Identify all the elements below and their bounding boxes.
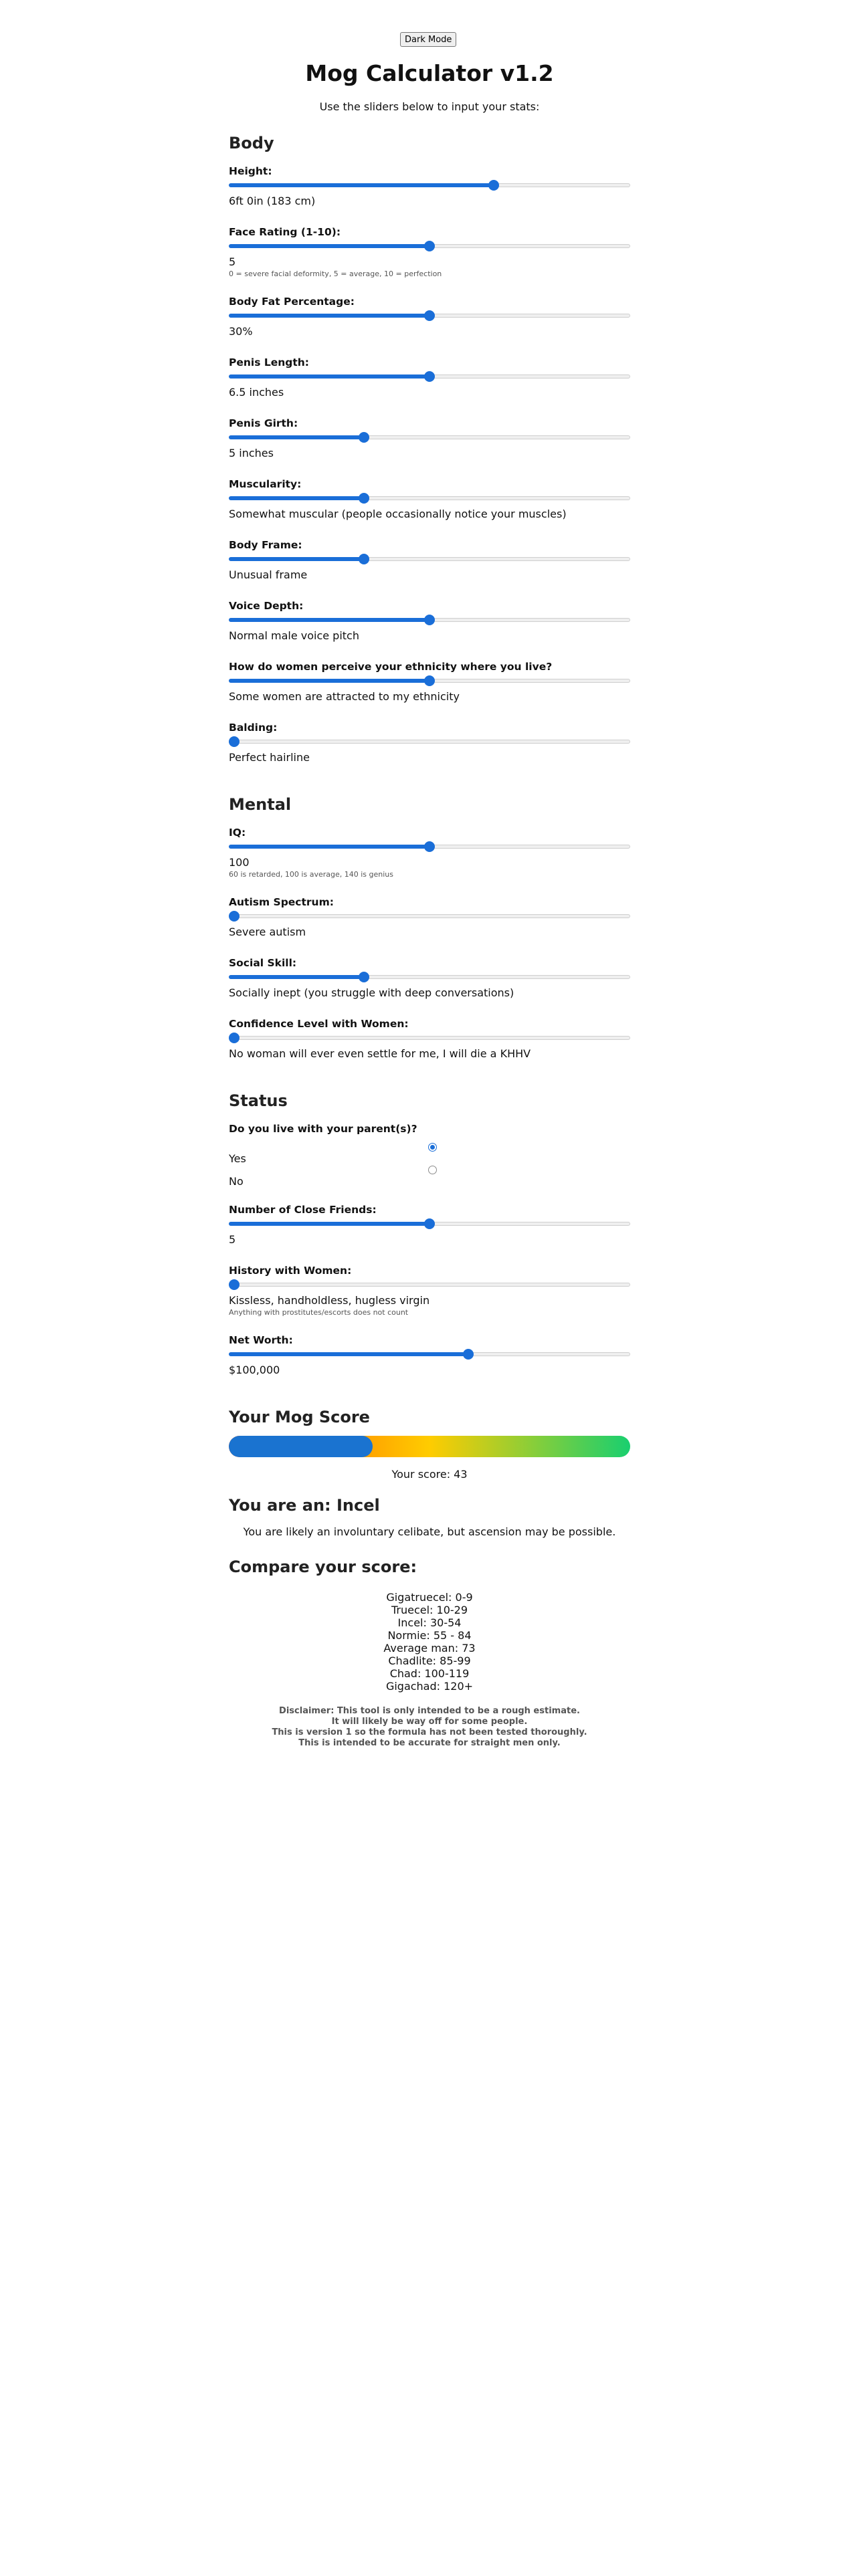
number-of-close-friends-label: Number of Close Friends: <box>229 1204 377 1216</box>
section-title-body: Body <box>229 134 274 152</box>
intro-text: Use the sliders below to input your stats: <box>319 100 540 113</box>
how-do-women-perceive-your-ethnicity-where-you-live-value: Some women are attracted to my ethnicity <box>229 690 460 703</box>
slider-thumb[interactable] <box>463 1349 474 1360</box>
disclaimer-line: This is intended to be accurate for straight men only. <box>298 1738 561 1748</box>
balding-slider[interactable] <box>229 735 630 748</box>
slider-track <box>229 1036 630 1040</box>
radio-no[interactable] <box>428 1166 437 1174</box>
confidence-level-with-women-slider[interactable] <box>229 1031 630 1045</box>
field-voice-depth <box>229 599 630 657</box>
field-net-worth <box>229 1333 630 1392</box>
field-height <box>229 164 630 223</box>
muscularity-value: Somewhat muscular (people occasionally notice your muscles) <box>229 508 567 520</box>
slider-fill <box>229 679 430 683</box>
dark-mode-button[interactable]: Dark Mode <box>400 32 456 47</box>
slider-fill <box>229 845 430 849</box>
slider-fill <box>229 314 430 318</box>
slider-fill <box>229 618 430 622</box>
balding-value: Perfect hairline <box>229 751 310 764</box>
slider-fill <box>229 1222 430 1226</box>
compare-item: Normie: 55 - 84 <box>387 1629 472 1642</box>
voice-depth-label: Voice Depth: <box>229 600 304 612</box>
slider-thumb[interactable] <box>229 1033 240 1043</box>
disclaimer-line: Disclaimer: This tool is only intended to be a rough estimate. <box>279 1706 580 1716</box>
compare-title: Compare your score: <box>229 1558 417 1576</box>
body-frame-value: Unusual frame <box>229 568 308 581</box>
compare-item: Truecel: 10-29 <box>391 1604 468 1616</box>
slider-track <box>229 1283 630 1287</box>
slider-fill <box>229 496 363 500</box>
muscularity-label: Muscularity: <box>229 478 302 490</box>
field-penis-length <box>229 355 630 414</box>
body-frame-label: Body Frame: <box>229 539 302 551</box>
social-skill-slider[interactable] <box>229 970 630 984</box>
how-do-women-perceive-your-ethnicity-where-you-live-slider[interactable] <box>229 674 630 687</box>
compare-item: Gigachad: 120+ <box>385 1680 474 1693</box>
slider-thumb[interactable] <box>424 615 435 625</box>
slider-thumb[interactable] <box>424 675 435 686</box>
height-label: Height: <box>229 165 272 177</box>
number-of-close-friends-slider[interactable] <box>229 1217 630 1230</box>
slider-track <box>229 914 630 918</box>
body-fat-percentage-value: 30% <box>229 325 253 338</box>
penis-girth-slider[interactable] <box>229 431 630 444</box>
field-balding <box>229 720 630 779</box>
parents-question-label: Do you live with your parent(s)? <box>229 1123 417 1135</box>
result-description: You are likely an involuntary celibate, but ascension may be possible. <box>243 1525 616 1538</box>
face-rating-1-10-label: Face Rating (1-10): <box>229 226 341 238</box>
history-with-women-label: History with Women: <box>229 1265 352 1277</box>
result-title: You are an: Incel <box>229 1496 380 1515</box>
penis-length-value: 6.5 inches <box>229 386 284 399</box>
compare-item: Incel: 30-54 <box>397 1616 462 1629</box>
penis-girth-value: 5 inches <box>229 447 274 459</box>
slider-thumb[interactable] <box>424 1218 435 1229</box>
slider-thumb[interactable] <box>424 371 435 382</box>
history-with-women-note: Anything with prostitutes/escorts does not count <box>229 1308 409 1317</box>
field-history-with-women <box>229 1263 630 1331</box>
history-with-women-value: Kissless, handholdless, hugless virgin <box>229 1294 430 1307</box>
field-body-fat-percentage <box>229 294 630 353</box>
radio-option-no[interactable] <box>229 1166 630 1188</box>
height-slider[interactable] <box>229 179 630 192</box>
slider-fill <box>229 244 430 248</box>
disclaimer <box>229 1706 630 1749</box>
field-muscularity <box>229 477 630 536</box>
parents-radio-group <box>229 1121 630 1200</box>
body-frame-slider[interactable] <box>229 552 630 566</box>
social-skill-label: Social Skill: <box>229 957 297 969</box>
section-title-mental: Mental <box>229 795 292 814</box>
iq-label: IQ: <box>229 827 246 839</box>
iq-value: 100 <box>229 856 250 869</box>
muscularity-slider[interactable] <box>229 492 630 505</box>
net-worth-value: $100,000 <box>229 1364 280 1376</box>
section-title-status: Status <box>229 1091 288 1110</box>
field-face-rating-1-10 <box>229 225 630 292</box>
slider-thumb[interactable] <box>359 972 369 982</box>
confidence-level-with-women-label: Confidence Level with Women: <box>229 1018 409 1030</box>
slider-fill <box>229 183 496 187</box>
slider-thumb[interactable] <box>229 911 240 922</box>
radio-label-yes: Yes <box>229 1152 246 1165</box>
score-bar <box>229 1436 630 1457</box>
slider-fill <box>229 975 363 979</box>
field-number-of-close-friends <box>229 1202 630 1261</box>
score-title: Your Mog Score <box>229 1408 370 1426</box>
page-title: Mog Calculator v1.2 <box>305 60 554 86</box>
slider-thumb[interactable] <box>424 241 435 251</box>
field-body-frame <box>229 538 630 597</box>
body-fat-percentage-label: Body Fat Percentage: <box>229 296 355 308</box>
status-fields <box>229 1202 630 1392</box>
number-of-close-friends-value: 5 <box>229 1233 236 1246</box>
field-social-skill <box>229 956 630 1014</box>
radio-yes[interactable] <box>428 1143 437 1152</box>
slider-thumb[interactable] <box>488 180 499 191</box>
compare-list <box>229 1591 630 1693</box>
autism-spectrum-value: Severe autism <box>229 926 306 938</box>
score-text: Your score: 43 <box>391 1468 468 1481</box>
autism-spectrum-label: Autism Spectrum: <box>229 896 334 908</box>
penis-length-label: Penis Length: <box>229 356 310 368</box>
slider-fill <box>229 374 430 379</box>
net-worth-slider[interactable] <box>229 1348 630 1361</box>
slider-fill <box>229 1352 470 1356</box>
field-how-do-women-perceive-your-ethnicity-where-you-live <box>229 659 630 718</box>
mental-fields <box>229 825 630 1075</box>
slider-thumb[interactable] <box>359 432 369 443</box>
calculator-form <box>229 132 630 1749</box>
disclaimer-line: It will likely be way off for some people. <box>331 1717 528 1727</box>
compare-item: Average man: 73 <box>383 1642 476 1654</box>
field-autism-spectrum <box>229 895 630 954</box>
how-do-women-perceive-your-ethnicity-where-you-live-label: How do women perceive your ethnicity where you live? <box>229 661 553 673</box>
face-rating-1-10-note: 0 = severe facial deformity, 5 = average, 10 = perfection <box>229 270 442 278</box>
net-worth-label: Net Worth: <box>229 1334 293 1346</box>
penis-length-slider[interactable] <box>229 370 630 383</box>
slider-thumb[interactable] <box>424 841 435 852</box>
social-skill-value: Socially inept (you struggle with deep conversations) <box>229 986 514 999</box>
face-rating-1-10-value: 5 <box>229 255 236 268</box>
iq-slider[interactable] <box>229 840 630 853</box>
history-with-women-slider[interactable] <box>229 1278 630 1291</box>
slider-thumb[interactable] <box>359 493 369 504</box>
disclaimer-line: This is version 1 so the formula has not been tested thoroughly. <box>272 1727 587 1737</box>
slider-thumb[interactable] <box>229 1279 240 1290</box>
field-iq <box>229 825 630 893</box>
slider-track <box>229 740 630 744</box>
face-rating-1-10-slider[interactable] <box>229 239 630 253</box>
confidence-level-with-women-value: No woman will ever even settle for me, I will die a KHHV <box>229 1047 531 1060</box>
radio-option-yes[interactable] <box>229 1143 630 1166</box>
compare-item: Chadlite: 85-99 <box>388 1654 471 1667</box>
voice-depth-slider[interactable] <box>229 613 630 627</box>
slider-thumb[interactable] <box>424 310 435 321</box>
slider-fill <box>229 557 363 561</box>
radio-label-no: No <box>229 1175 244 1188</box>
field-penis-girth <box>229 416 630 475</box>
voice-depth-value: Normal male voice pitch <box>229 629 359 642</box>
compare-item: Chad: 100-119 <box>389 1667 470 1680</box>
iq-note: 60 is retarded, 100 is average, 140 is genius <box>229 870 393 879</box>
penis-girth-label: Penis Girth: <box>229 417 298 429</box>
slider-thumb[interactable] <box>229 736 240 747</box>
autism-spectrum-slider[interactable] <box>229 909 630 923</box>
score-bar-fill <box>229 1436 373 1457</box>
body-fat-percentage-slider[interactable] <box>229 309 630 322</box>
body-fields <box>229 164 630 779</box>
height-value: 6ft 0in (183 cm) <box>229 195 316 207</box>
balding-label: Balding: <box>229 722 278 734</box>
slider-thumb[interactable] <box>359 554 369 564</box>
slider-fill <box>229 435 363 439</box>
compare-item: Gigatruecel: 0-9 <box>386 1591 473 1604</box>
field-confidence-level-with-women <box>229 1016 630 1075</box>
